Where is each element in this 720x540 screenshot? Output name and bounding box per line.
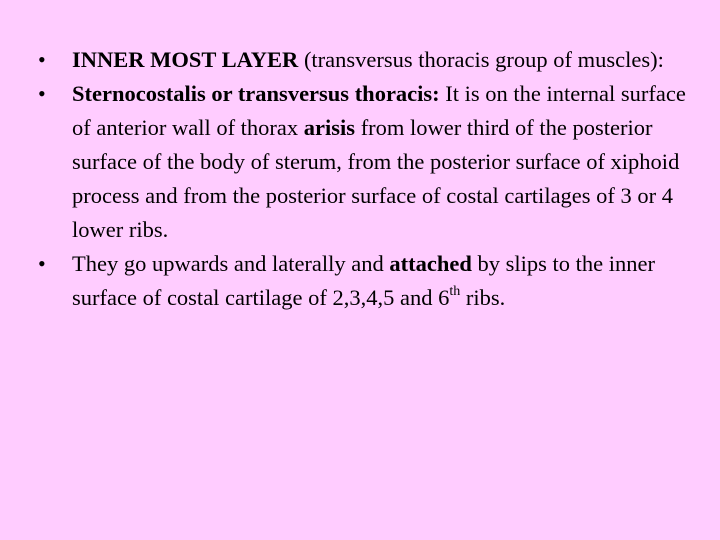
bullet-text: (transversus thoracis group of muscles): bbox=[298, 47, 664, 72]
bullet-icon: • bbox=[38, 251, 46, 276]
bullet-text: It is on the internal surface of anterior wall of thorax bbox=[72, 81, 686, 140]
emphasis-attached: attached bbox=[389, 251, 472, 276]
ordinal-superscript: th bbox=[449, 284, 461, 299]
bullet-text: They go upwards and laterally and bbox=[72, 251, 390, 276]
bullet-item-attachment bbox=[38, 247, 688, 315]
bullet-item-inner-most-layer bbox=[38, 43, 688, 77]
heading-sternocostalis: Sternocostalis or transversus thoracis: bbox=[72, 81, 440, 106]
bullet-text: ribs. bbox=[460, 285, 506, 310]
bullet-list bbox=[38, 43, 688, 315]
heading-inner-most-layer: INNER MOST LAYER bbox=[72, 47, 299, 72]
bullet-icon: • bbox=[38, 47, 46, 72]
bullet-text: by slips to the inner surface of costal cartilage of 2,3,4,5 and 6 bbox=[72, 251, 656, 310]
bullet-item-sternocostalis bbox=[38, 77, 688, 247]
bullet-text: from lower third of the posterior surface of the body of sterum, from the posterior surface of xiphoid process and from the posterior surface of costal cartilages of 3 or 4 lower ribs. bbox=[72, 115, 680, 242]
bullet-icon: • bbox=[38, 81, 46, 106]
emphasis-arisis: arisis bbox=[303, 115, 356, 140]
